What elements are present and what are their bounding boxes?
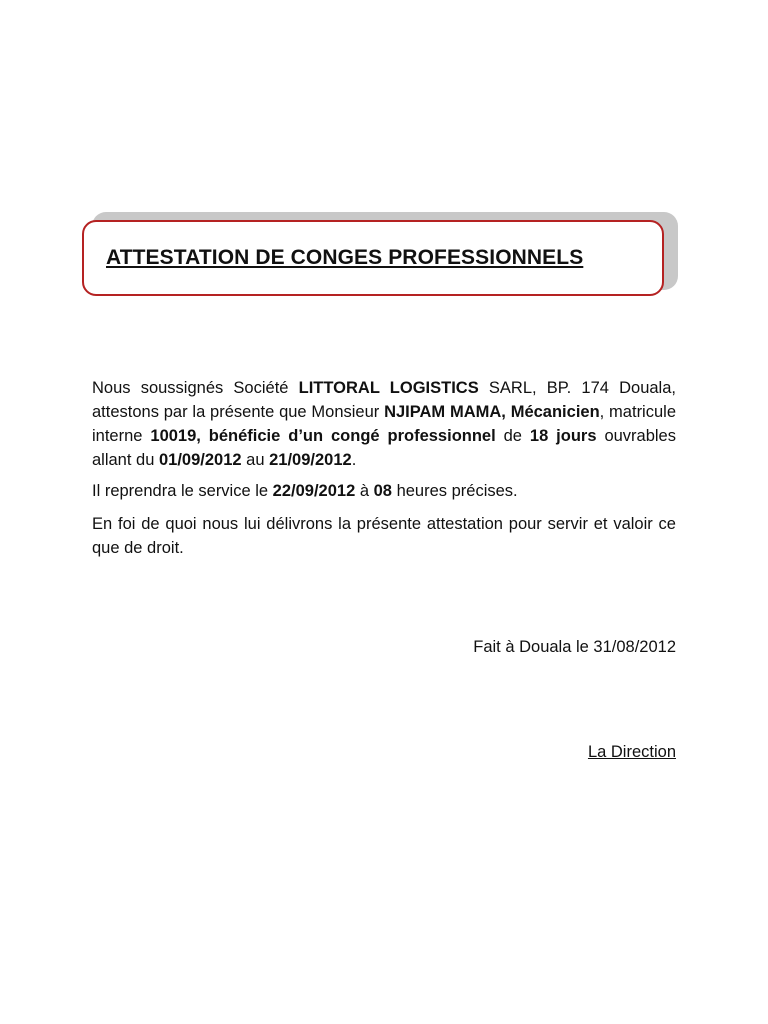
paragraph-closing: En foi de quoi nous lui délivrons la présente attestation pour servir et valoir ce que de droit. [92, 515, 676, 557]
place-and-date: Fait à Douala le 31/08/2012 [473, 638, 676, 656]
text-segment: SARL, BP. 174 Douala, attestons par la présente que Monsieur [92, 379, 676, 421]
leave-end-date: 21/09/2012 [269, 451, 352, 469]
text-segment: . [351, 451, 357, 469]
leave-start-date: 01/09/2012 [158, 451, 242, 469]
employee-job: Mécanicien [510, 403, 600, 421]
title-box [82, 220, 664, 296]
return-date: 22/09/2012 [272, 482, 356, 500]
leave-duration: 18 jours [529, 427, 597, 445]
text-segment: de [495, 427, 530, 445]
paragraph-return [92, 479, 676, 503]
paragraph-attestation [92, 376, 676, 472]
return-hour: 08 [373, 482, 392, 500]
text-segment: Nous soussignés Société [92, 379, 299, 397]
leave-statement: , bénéficie d’un congé professionnel [196, 427, 496, 445]
company-name: LITTORAL LOGISTICS [298, 379, 479, 397]
text-segment: Il reprendra le service le [92, 482, 273, 500]
employee-name: NJIPAM MAMA, [384, 403, 506, 421]
text-segment: au [241, 451, 270, 469]
signature-label: La Direction [587, 743, 676, 761]
text-segment: à [355, 482, 374, 500]
text-segment: heures précises. [391, 482, 518, 500]
matricule-number: 10019 [150, 427, 197, 445]
document-title: ATTESTATION DE CONGES PROFESSIONNELS [106, 246, 584, 269]
text-segment: , matricule interne [92, 403, 676, 445]
text-segment: ouvrables allant du [92, 427, 676, 469]
